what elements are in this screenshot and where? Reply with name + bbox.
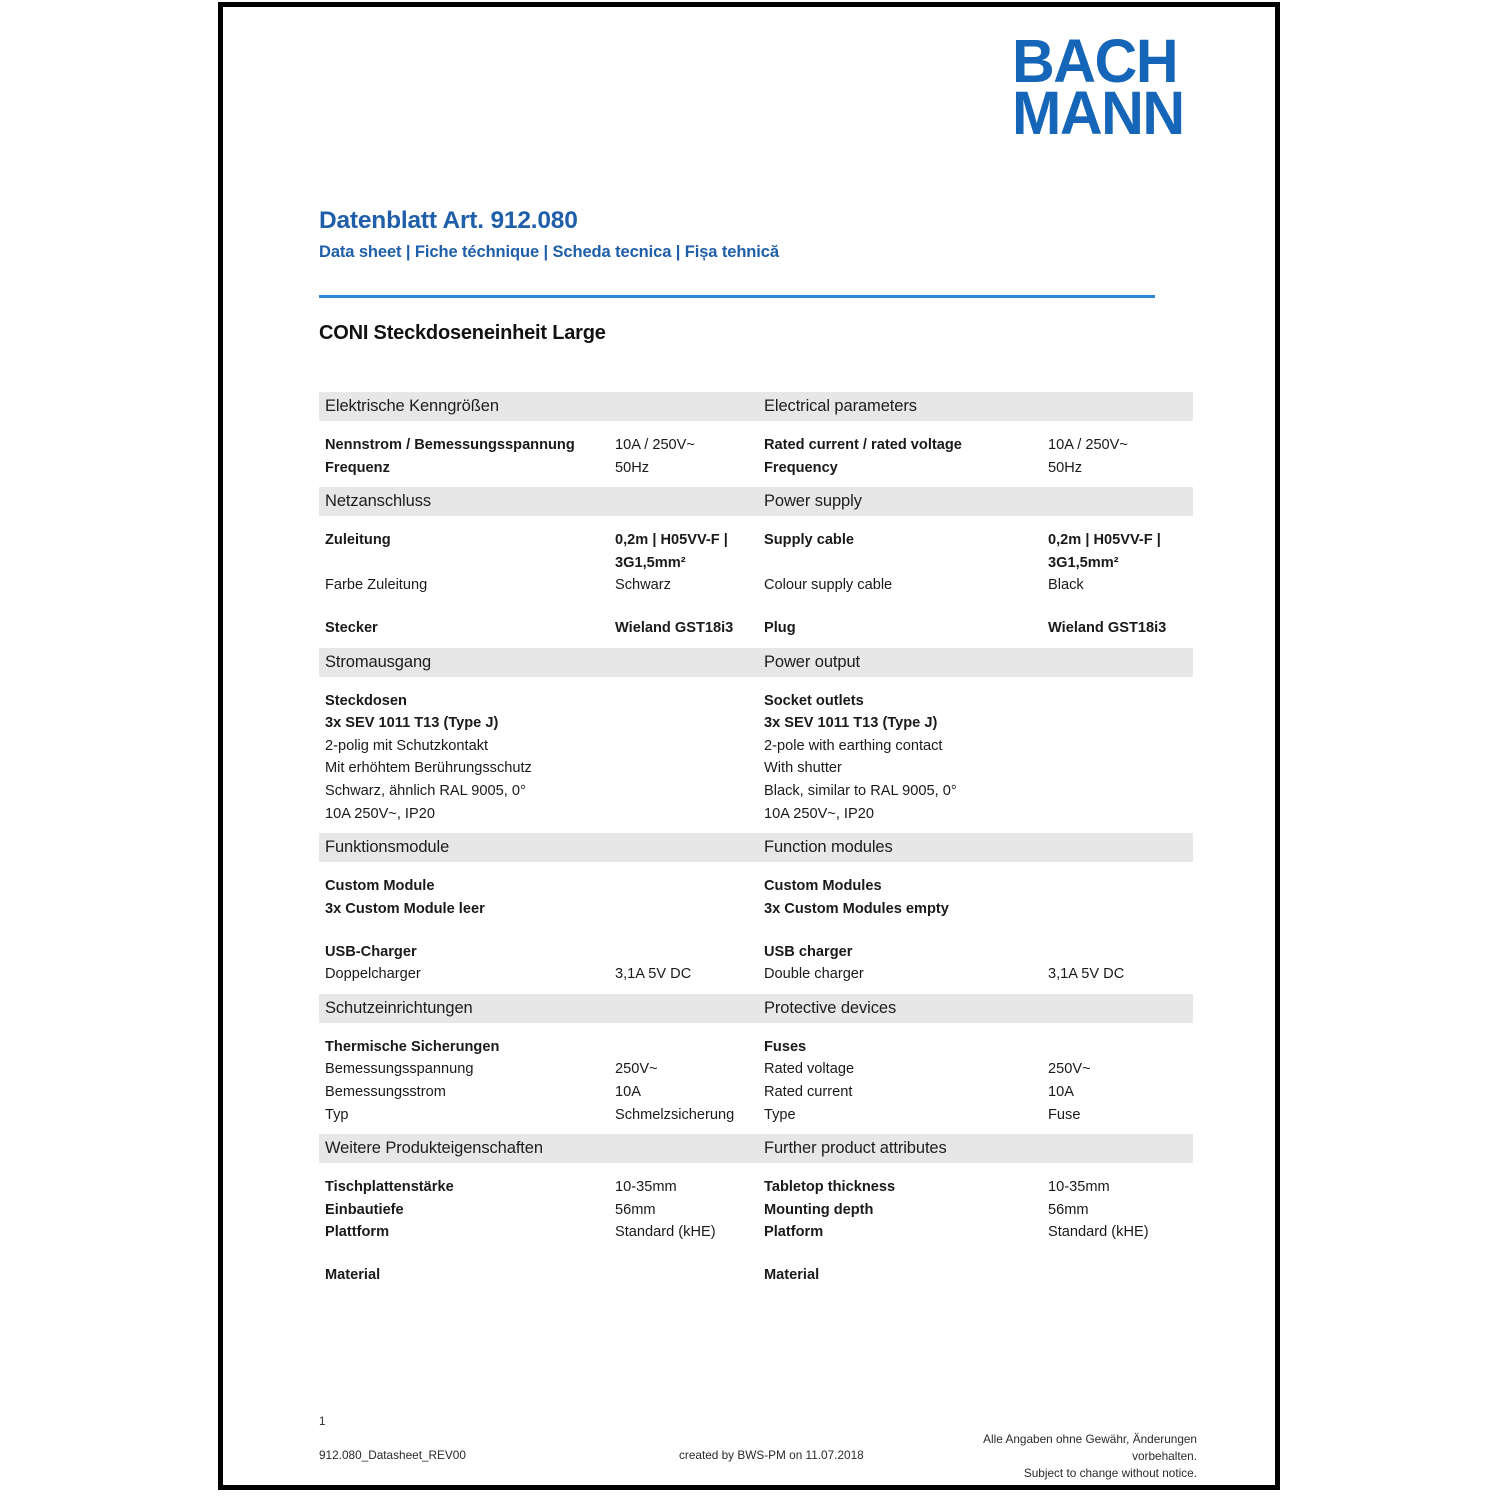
spec-row [319, 1199, 1193, 1222]
page-number: 1 [319, 1416, 326, 1428]
footer-disclaimer-de: Alle Angaben ohne Gewähr, Änderungen vorbehalten. [983, 1432, 1197, 1464]
spec-label-en: 2-pole with earthing contact [764, 737, 943, 754]
spec-label-de: 2-polig mit Schutzkontakt [325, 737, 489, 754]
spec-label-de: Typ [325, 1106, 349, 1123]
spec-label-en: Custom Modules [764, 878, 882, 895]
logo-line-bach: BACH [1012, 27, 1178, 95]
spec-label-de: USB-Charger [325, 943, 417, 960]
spec-label-en: Rated voltage [764, 1061, 855, 1078]
spec-row [319, 803, 1193, 826]
spec-label-en: Platform [764, 1224, 824, 1241]
spec-row [319, 1221, 1193, 1244]
spec-label-de: Tischplattenstärke [325, 1179, 454, 1196]
spec-row [319, 1104, 1193, 1127]
spec-section [319, 1134, 1193, 1294]
spec-section-body [319, 1023, 1193, 1134]
spec-label-en: Mounting depth [764, 1201, 874, 1218]
spec-label-en: Plug [764, 620, 796, 637]
section-header-en: Power supply [764, 492, 862, 511]
spec-value-de: 3G1,5mm² [615, 554, 686, 571]
spec-row [319, 457, 1193, 480]
spec-row [319, 690, 1193, 713]
spec-value-de: 0,2m | H05VV-F | [615, 532, 728, 549]
spec-label-en: USB charger [764, 943, 853, 960]
spec-value-en: 10A [1048, 1083, 1074, 1100]
product-name: CONI Steckdoseneinheit Large [319, 322, 606, 344]
logo-line-mann: MANN [1012, 79, 1184, 148]
spec-label-en: Type [764, 1106, 796, 1123]
document-page [218, 2, 1280, 1490]
spec-value-en: 3G1,5mm² [1048, 554, 1119, 571]
section-header-en: Protective devices [764, 998, 897, 1017]
section-header-de: Weitere Produkteigenschaften [325, 1139, 543, 1158]
spec-section-body [319, 1163, 1193, 1294]
spec-label-en: With shutter [764, 760, 842, 777]
spec-label-en: Colour supply cable [764, 577, 893, 594]
spec-row [319, 757, 1193, 780]
spec-label-de: Zuleitung [325, 532, 391, 549]
spec-value-en: Black [1048, 577, 1084, 594]
specifications-table [319, 392, 1193, 1295]
section-header-en: Power output [764, 652, 861, 671]
spec-value-de: 10A / 250V~ [615, 437, 695, 453]
spec-label-de: 10A 250V~, IP20 [325, 805, 435, 822]
spec-value-de: 56mm [615, 1201, 656, 1218]
row-group-spacer [319, 1244, 1193, 1264]
spec-row [319, 434, 1193, 457]
spec-label-de: Custom Module [325, 878, 435, 895]
spec-section [319, 392, 1193, 487]
spec-value-en: Wieland GST18i3 [1048, 620, 1167, 637]
spec-label-de: Frequenz [325, 459, 390, 476]
section-header-en: Further product attributes [764, 1139, 947, 1158]
spec-section-body [319, 421, 1193, 487]
page-footer [319, 1432, 1197, 1499]
spec-value-de: 250V~ [615, 1061, 658, 1078]
spec-label-en: 3x Custom Modules empty [764, 900, 949, 917]
spec-section-body [319, 677, 1193, 834]
title-block [319, 207, 1199, 262]
spec-label-en: Material [764, 1267, 820, 1284]
section-header-de: Stromausgang [325, 652, 432, 671]
section-header-en: Function modules [764, 838, 893, 857]
spec-label-en: Socket outlets [764, 692, 864, 709]
spec-value-en: 3,1A 5V DC [1048, 966, 1125, 983]
bachmann-logo [1012, 27, 1189, 148]
footer-disclaimer [959, 1431, 1197, 1482]
section-header-de: Schutzeinrichtungen [325, 998, 473, 1017]
spec-label-de: Mit erhöhtem Berührungsschutz [325, 760, 532, 777]
spec-row [319, 1058, 1193, 1081]
spec-row [319, 529, 1193, 552]
footer-created-by: created by BWS-PM on 11.07.2018 [679, 1448, 864, 1462]
spec-row [319, 552, 1193, 575]
row-group-spacer [319, 921, 1193, 941]
spec-label-de: Material [325, 1267, 381, 1284]
spec-label-en: Fuses [764, 1038, 807, 1055]
spec-label-de: Thermische Sicherungen [325, 1038, 500, 1055]
spec-label-de: Steckdosen [325, 692, 407, 709]
spec-row [319, 941, 1193, 964]
spec-label-en: Frequency [764, 459, 838, 476]
spec-label-de: 3x Custom Module leer [325, 900, 485, 917]
spec-section [319, 994, 1193, 1134]
spec-label-en: Tabletop thickness [764, 1179, 896, 1196]
spec-value-en: 10A / 250V~ [1048, 437, 1128, 453]
footer-document-id: 912.080_Datasheet_REV00 [319, 1448, 466, 1462]
spec-section-header [319, 994, 1193, 1023]
footer-disclaimer-en: Subject to change without notice. [1023, 1466, 1197, 1481]
spec-section [319, 833, 1193, 993]
spec-row [319, 898, 1193, 921]
spec-value-de: Wieland GST18i3 [615, 620, 734, 637]
spec-label-en: Rated current [764, 1083, 853, 1100]
spec-value-en: 10-35mm [1048, 1179, 1110, 1196]
spec-label-en: 10A 250V~, IP20 [764, 805, 874, 822]
row-group-spacer [319, 597, 1193, 617]
spec-label-en: 3x SEV 1011 T13 (Type J) [764, 715, 938, 732]
section-header-en: Electrical parameters [764, 397, 917, 415]
spec-row [319, 780, 1193, 803]
spec-value-en: 56mm [1048, 1201, 1089, 1218]
spec-label-de: Plattform [325, 1224, 390, 1241]
spec-label-de: Einbautiefe [325, 1201, 404, 1218]
spec-label-de: Schwarz, ähnlich RAL 9005, 0° [325, 783, 526, 800]
spec-label-en: Black, similar to RAL 9005, 0° [764, 783, 957, 800]
spec-row [319, 712, 1193, 735]
spec-row [319, 1036, 1193, 1059]
page-subtitle: Data sheet | Fiche téchnique | Scheda tecnica | Fișa tehnică [319, 243, 779, 261]
spec-row [319, 963, 1193, 986]
spec-row [319, 735, 1193, 758]
spec-section-header [319, 1134, 1193, 1163]
spec-label-de: Farbe Zuleitung [325, 577, 428, 594]
spec-section-header [319, 648, 1193, 677]
spec-section [319, 487, 1193, 647]
spec-label-en: Rated current / rated voltage [764, 437, 962, 453]
spec-label-de: Bemessungsstrom [325, 1083, 446, 1100]
spec-label-de: Stecker [325, 620, 378, 637]
spec-section-header [319, 487, 1193, 516]
page-title: Datenblatt Art. 912.080 [319, 207, 578, 234]
header-divider [319, 295, 1155, 298]
spec-value-en: 250V~ [1048, 1061, 1091, 1078]
spec-label-de: Nennstrom / Bemessungsspannung [325, 437, 575, 453]
spec-row [319, 1176, 1193, 1199]
spec-row [319, 1081, 1193, 1104]
spec-label-en: Double charger [764, 966, 864, 983]
spec-label-de: 3x SEV 1011 T13 (Type J) [325, 715, 499, 732]
spec-value-en: Fuse [1048, 1106, 1081, 1123]
spec-value-de: 10A [615, 1083, 641, 1100]
spec-value-de: Standard (kHE) [615, 1224, 716, 1241]
spec-row [319, 875, 1193, 898]
spec-section [319, 648, 1193, 834]
spec-label-en: Supply cable [764, 532, 855, 549]
section-header-de: Funktionsmodule [325, 838, 450, 857]
spec-row [319, 1264, 1193, 1287]
spec-section-header [319, 833, 1193, 862]
section-header-de: Netzanschluss [325, 492, 431, 511]
spec-value-de: 10-35mm [615, 1179, 677, 1196]
section-header-de: Elektrische Kenngrößen [325, 397, 499, 415]
spec-label-de: Doppelcharger [325, 966, 421, 983]
spec-section-body [319, 516, 1193, 647]
spec-value-de: Schmelzsicherung [615, 1106, 735, 1123]
spec-value-en: 50Hz [1048, 459, 1083, 476]
spec-row [319, 574, 1193, 597]
spec-value-de: 50Hz [615, 459, 650, 476]
spec-value-de: 3,1A 5V DC [615, 966, 692, 983]
spec-value-de: Schwarz [615, 577, 671, 594]
spec-value-en: 0,2m | H05VV-F | [1048, 532, 1161, 549]
spec-row [319, 617, 1193, 640]
spec-section-body [319, 862, 1193, 993]
spec-label-de: Bemessungsspannung [325, 1061, 474, 1078]
spec-value-en: Standard (kHE) [1048, 1224, 1149, 1241]
spec-section-header [319, 392, 1193, 421]
